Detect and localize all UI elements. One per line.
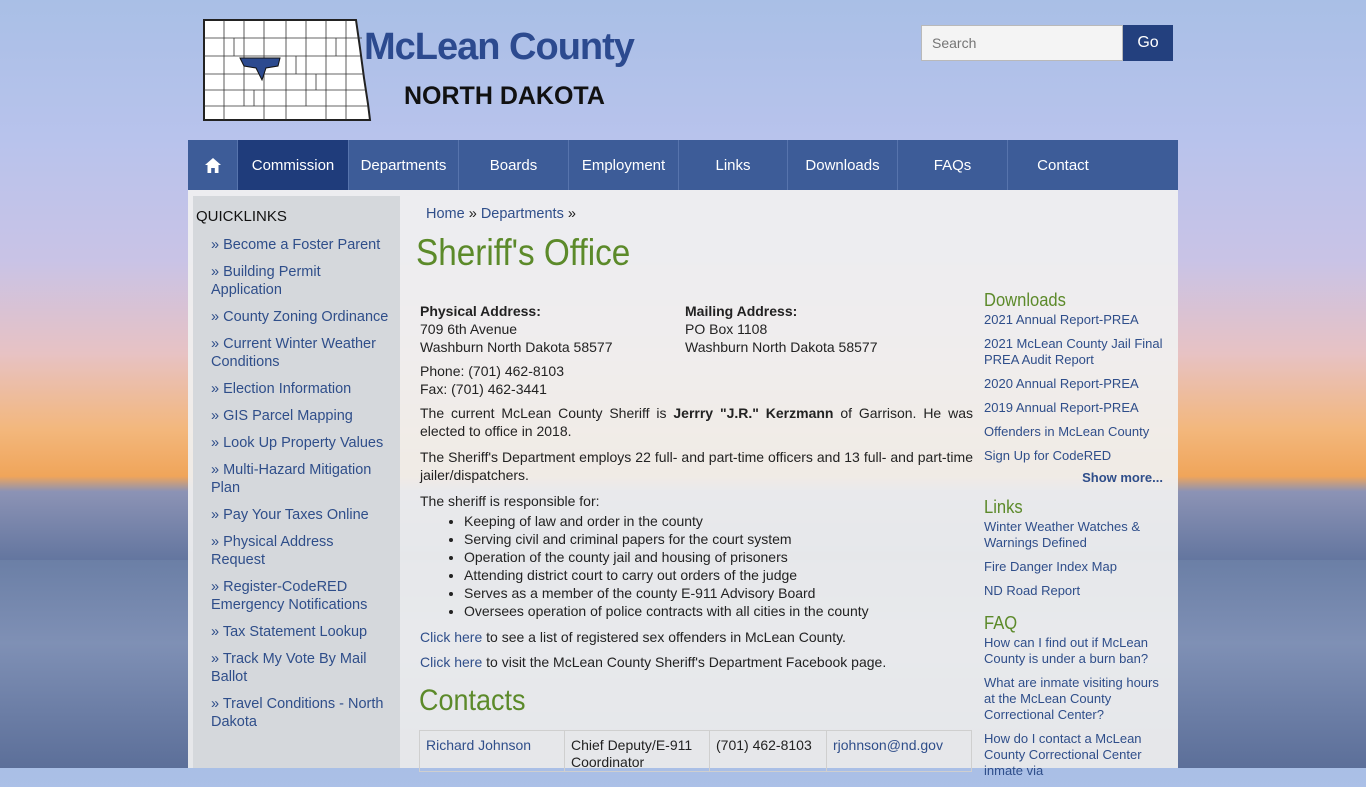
phone-number: Phone: (701) 462-8103 <box>420 363 564 379</box>
nav-departments[interactable]: Departments <box>349 140 459 190</box>
faq-link[interactable]: How do I contact a McLean County Correctional Center inmate via <box>984 731 1142 778</box>
faq-link[interactable]: What are inmate visiting hours at the McLean County Correctional Center? <box>984 675 1159 722</box>
breadcrumb <box>426 206 576 222</box>
downloads-section <box>984 290 1169 485</box>
nav-commission[interactable]: Commission <box>238 140 349 190</box>
faq-heading: FAQ <box>984 613 1018 633</box>
mailing-address <box>685 302 877 356</box>
sheriff-name: Jerrry "J.R." Kerzmann <box>673 405 834 421</box>
nav-boards[interactable]: Boards <box>459 140 569 190</box>
quicklink-codered[interactable]: » Register-CodeRED Emergency Notifications <box>211 579 368 613</box>
quicklink-winter-weather[interactable]: » Current Winter Weather Conditions <box>211 336 376 370</box>
text-span: The current McLean County Sheriff is <box>420 405 674 421</box>
nav-links[interactable]: Links <box>679 140 788 190</box>
download-link[interactable]: 2020 Annual Report-PREA <box>984 376 1139 391</box>
quicklink-address-request[interactable]: » Physical Address Request <box>211 534 334 568</box>
sex-offender-link[interactable]: Click here <box>420 629 483 645</box>
sheriff-paragraph <box>420 404 973 440</box>
faq-section <box>984 613 1169 779</box>
text-span: to visit the McLean County Sheriff's Department Facebook page. <box>482 654 887 670</box>
list-item: • Attending district court to carry out orders of the judge <box>464 566 973 584</box>
text-span: of Garrison. He was elected to office in 2018. <box>420 405 973 439</box>
search-form <box>921 25 1173 61</box>
sidebar-link[interactable]: Fire Danger Index Map <box>984 559 1117 574</box>
page-title: Sheriff's Office <box>416 232 631 273</box>
list-item: • Serving civil and criminal papers for the court system <box>464 530 973 548</box>
sheriff-description <box>420 404 973 679</box>
breadcrumb-departments[interactable]: Departments <box>480 206 564 222</box>
quicklink-vote-by-mail[interactable]: » Track My Vote By Mail Ballot <box>211 651 367 685</box>
list-item: • Serves as a member of the county E-911 Advisory Board <box>464 584 973 602</box>
site-title[interactable]: McLean County <box>364 26 634 68</box>
quicklink-property-values[interactable]: » Look Up Property Values <box>211 435 384 451</box>
quicklink-pay-taxes[interactable]: » Pay Your Taxes Online <box>211 507 369 523</box>
main-content <box>415 190 975 768</box>
links-heading: Links <box>984 497 1023 517</box>
table-row <box>420 731 972 772</box>
contact-title: Chief Deputy/E-911 Coordinator <box>565 731 710 772</box>
contact-name[interactable]: Richard Johnson <box>426 737 532 753</box>
contact-email[interactable]: rjohnson@nd.gov <box>833 737 943 753</box>
duties-list <box>464 512 973 620</box>
download-link[interactable]: Offenders in McLean County <box>984 424 1150 439</box>
quicklinks-list <box>211 236 391 740</box>
download-link[interactable]: Sign Up for CodeRED <box>984 448 1112 463</box>
nav-faqs[interactable]: FAQs <box>898 140 1008 190</box>
text-span: to see a list of registered sex offenders in McLean County. <box>482 629 846 645</box>
list-item: • Operation of the county jail and housing of prisoners <box>464 548 973 566</box>
sidebar-link[interactable]: Winter Weather Watches & Warnings Defined <box>984 519 1141 550</box>
list-item: • Keeping of law and order in the county <box>464 512 973 530</box>
sex-offender-paragraph <box>420 628 973 646</box>
quicklink-zoning-ordinance[interactable]: » County Zoning Ordinance <box>211 309 389 325</box>
responsibilities-intro: The sheriff is responsible for: <box>420 493 600 509</box>
faq-link[interactable]: How can I find out if McLean County is under a burn ban? <box>984 635 1149 666</box>
physical-address-line1: 709 6th Avenue <box>420 321 518 337</box>
quicklink-election-info[interactable]: » Election Information <box>211 381 352 397</box>
sidebar-link[interactable]: ND Road Report <box>984 583 1081 598</box>
downloads-heading: Downloads <box>984 290 1066 310</box>
physical-address-heading: Physical Address: <box>420 303 541 319</box>
staff-paragraph: The Sheriff's Department employs 22 full- and part-time officers and 13 full- and part-time jailer/dispatchers. <box>420 449 973 483</box>
home-icon <box>205 158 221 173</box>
right-sidebar <box>984 290 1169 787</box>
breadcrumb-home[interactable]: Home <box>426 206 465 222</box>
breadcrumb-separator: » <box>464 206 481 222</box>
download-link[interactable]: 2021 McLean County Jail Final PREA Audit Report <box>984 336 1163 367</box>
site-subtitle: NORTH DAKOTA <box>404 82 605 110</box>
quicklink-gis-mapping[interactable]: » GIS Parcel Mapping <box>211 408 353 424</box>
facebook-link[interactable]: Click here <box>420 654 483 670</box>
nav-downloads[interactable]: Downloads <box>788 140 898 190</box>
quicklink-travel-conditions[interactable]: » Travel Conditions - North Dakota <box>211 696 384 730</box>
links-section <box>984 497 1169 599</box>
download-link[interactable]: 2019 Annual Report-PREA <box>984 400 1139 415</box>
mailing-address-heading: Mailing Address: <box>685 303 798 319</box>
search-input[interactable] <box>921 25 1123 61</box>
fax-number: Fax: (701) 462-3441 <box>420 381 547 397</box>
quicklink-foster-parent[interactable]: » Become a Foster Parent <box>211 237 381 253</box>
page-body <box>188 190 1178 778</box>
quicklink-hazard-plan[interactable]: » Multi-Hazard Mitigation Plan <box>211 462 372 496</box>
nav-contact[interactable]: Contact <box>1037 156 1089 174</box>
main-nav <box>188 140 1178 190</box>
mailing-address-line1: PO Box 1108 <box>685 321 768 337</box>
mailing-address-line2: Washburn North Dakota 58577 <box>685 339 878 355</box>
site-header <box>188 0 1178 140</box>
contacts-heading: Contacts <box>419 684 526 717</box>
facebook-paragraph <box>420 653 973 671</box>
nav-employment[interactable]: Employment <box>569 140 679 190</box>
contacts-table <box>419 730 972 772</box>
quicklinks-sidebar <box>193 196 400 768</box>
download-link[interactable]: 2021 Annual Report-PREA <box>984 312 1139 327</box>
show-more-link[interactable]: Show more... <box>1082 470 1163 485</box>
physical-address <box>420 302 612 398</box>
physical-address-line2: Washburn North Dakota 58577 <box>420 339 613 355</box>
list-item: • Oversees operation of police contracts with all cities in the county <box>464 602 973 620</box>
breadcrumb-separator: » <box>563 206 576 222</box>
nav-home[interactable] <box>188 140 238 190</box>
quicklink-building-permit[interactable]: » Building Permit Application <box>211 264 321 298</box>
contact-phone: (701) 462-8103 <box>710 731 827 772</box>
quicklinks-title: QUICKLINKS <box>196 208 287 225</box>
county-map-logo[interactable] <box>200 18 376 122</box>
search-go-button[interactable]: Go <box>1123 25 1173 61</box>
quicklink-tax-statement[interactable]: » Tax Statement Lookup <box>211 624 368 640</box>
